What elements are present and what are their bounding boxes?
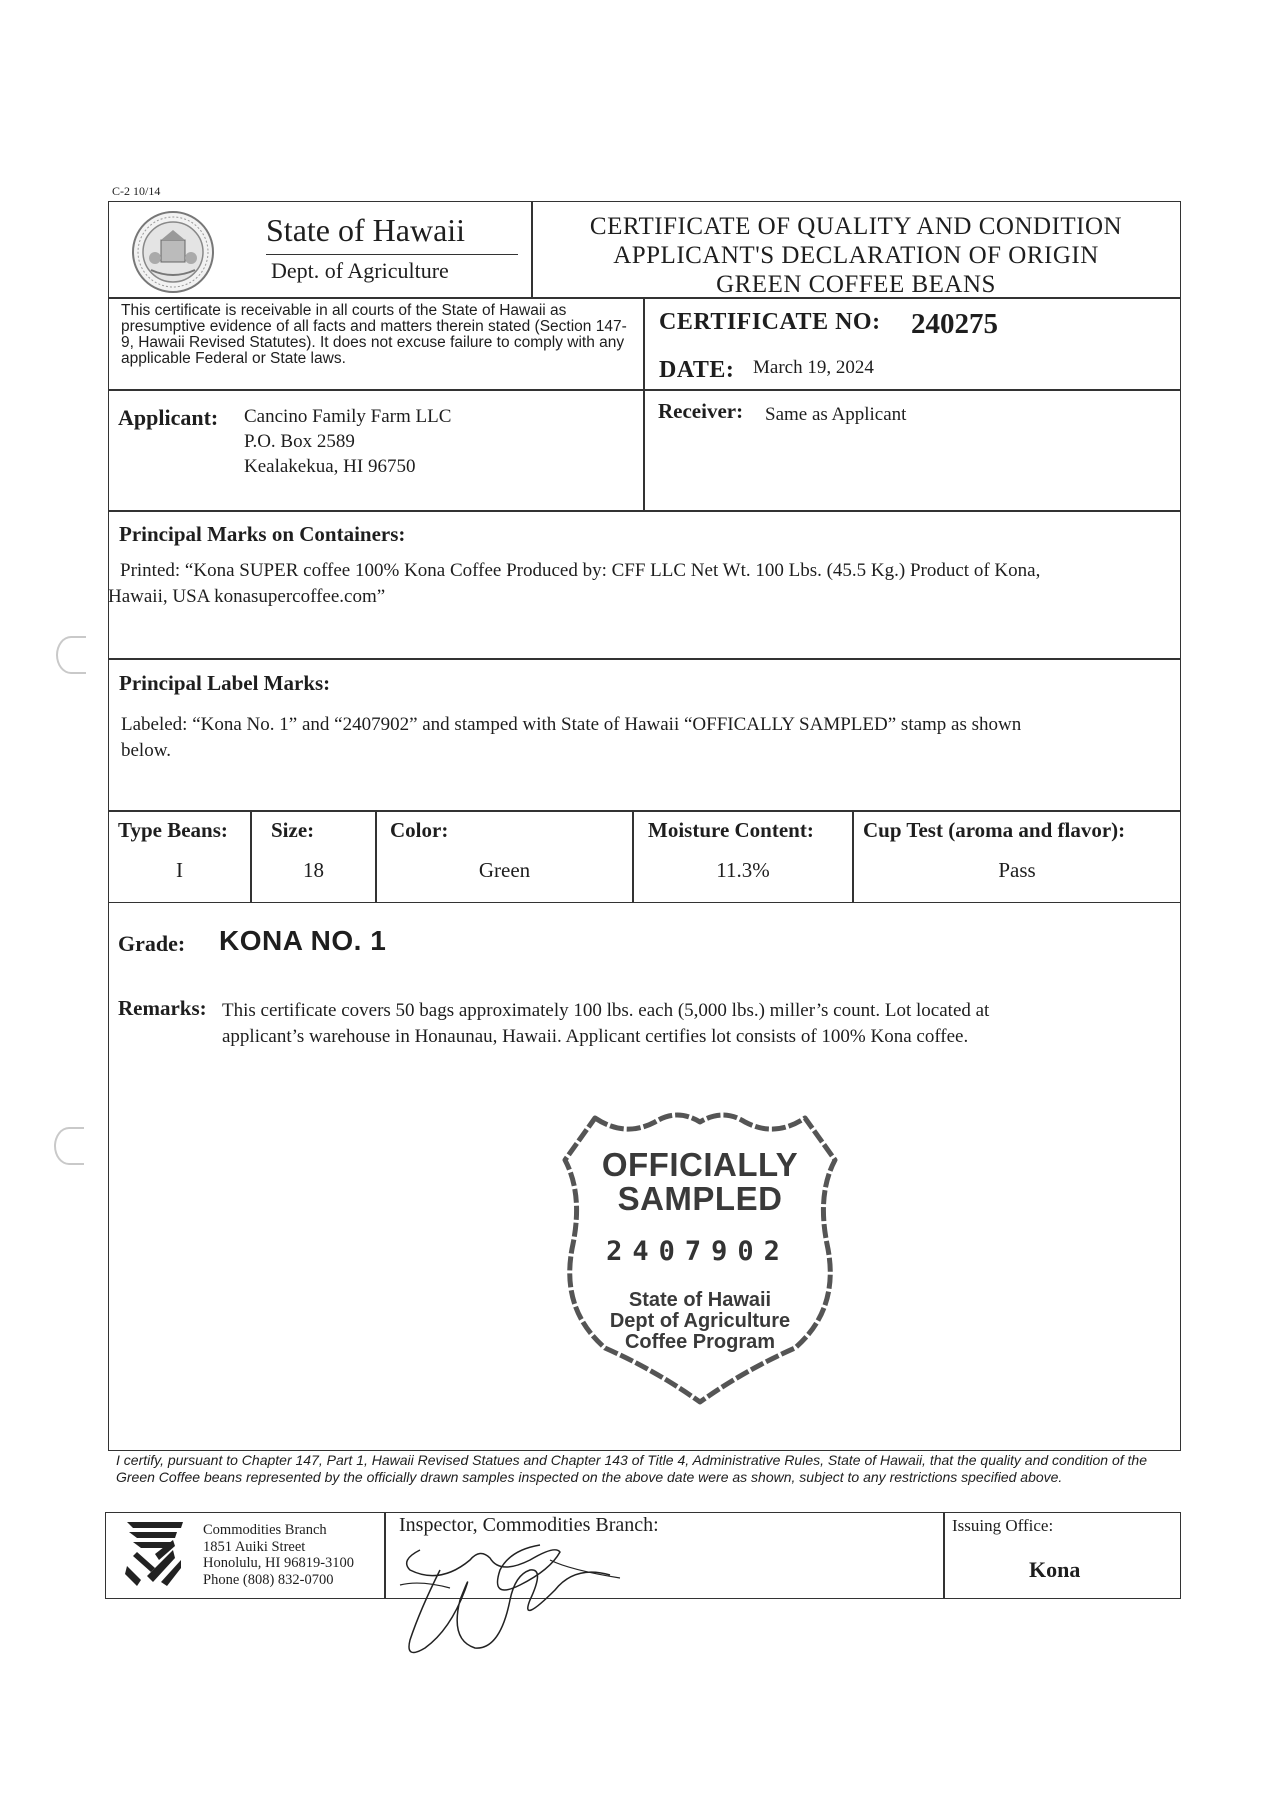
department-name: Dept. of Agriculture xyxy=(271,258,449,283)
principal-marks-line-1: Printed: “Kona SUPER coffee 100% Kona Coffee Produced by: CFF LLC Net Wt. 100 Lbs. (45.5 Kg.) Product of Kona, xyxy=(120,560,1041,581)
certificate-date: March 19, 2024 xyxy=(753,357,874,378)
commodities-branch-logo-icon xyxy=(125,1520,185,1590)
certificate-title xyxy=(536,212,1176,299)
branch-phone: Phone (808) 832-0700 xyxy=(203,1571,334,1588)
label-marks-label: Principal Label Marks: xyxy=(119,671,331,695)
issuing-office-label: Issuing Office: xyxy=(952,1516,1054,1535)
certificate-title-line-1: CERTIFICATE OF QUALITY AND CONDITION xyxy=(589,213,1123,240)
stamp-line-state: State of Hawaii xyxy=(628,1289,772,1311)
principal-marks-label: Principal Marks on Containers: xyxy=(119,522,406,546)
inspector-signature xyxy=(380,1530,630,1670)
remarks-line-2: applicant’s warehouse in Honaunau, Hawaii. Applicant certifies lot consists of 100% Kona coffee. xyxy=(222,1026,969,1047)
stamp-line-sampled: SAMPLED xyxy=(617,1180,783,1217)
form-code: C-2 10/14 xyxy=(112,184,161,198)
agency-divider xyxy=(266,254,518,255)
branch-name: Commodities Branch xyxy=(203,1522,327,1538)
grade-label: Grade: xyxy=(118,931,186,956)
table-value-type: I xyxy=(176,858,183,882)
agency-name: State of Hawaii xyxy=(266,212,466,248)
applicant-name: Cancino Family Farm LLC xyxy=(244,406,452,427)
table-value-size: 18 xyxy=(303,858,324,882)
remarks-text xyxy=(222,998,1172,1050)
table-header-cup-test: Cup Test (aroma and flavor): xyxy=(863,818,1126,842)
binder-hole-mark xyxy=(54,1127,84,1165)
principal-marks-line-2: Hawaii, USA konasupercoffee.com” xyxy=(108,586,386,607)
applicant-label: Applicant: xyxy=(118,405,219,430)
table-value-color: Green xyxy=(478,858,531,882)
receiver-value: Same as Applicant xyxy=(765,404,907,425)
applicant-address xyxy=(244,404,451,479)
stamp-line-officially: OFFICIALLY xyxy=(601,1146,799,1183)
branch-city: Honolulu, HI 96819-3100 xyxy=(203,1555,355,1571)
binder-hole-mark xyxy=(56,636,86,674)
certificate-title-line-2: APPLICANT'S DECLARATION OF ORIGIN xyxy=(613,242,1099,269)
receiver-label: Receiver: xyxy=(658,399,744,423)
certification-statement: I certify, pursuant to Chapter 147, Part 1, Hawaii Revised Statues and Chapter 143 of Title 4, Administrative Rules, State of Hawaii, that the quality and condition of the Green Coffee beans represented by the officially drawn samples inspected on the above date were as shown, subject to any restrictions specified above. xyxy=(116,1452,1147,1485)
label-marks-line-2: below. xyxy=(121,740,171,761)
table-header-type: Type Beans: xyxy=(118,818,228,842)
stamp-line-program: Coffee Program xyxy=(624,1331,776,1353)
grade-value: KONA NO. 1 xyxy=(219,925,387,956)
certificate-number: 240275 xyxy=(911,308,998,340)
branch-street: 1851 Auiki Street xyxy=(203,1538,306,1555)
table-header-color: Color: xyxy=(390,818,449,842)
table-header-size: Size: xyxy=(271,818,315,842)
legal-notice: This certificate is receivable in all courts of the State of Hawaii as presumptive evidence of all facts and matters therein stated (Section 147-9, Hawaii Revised Statutes). It does not excuse failure to comply with any applicable Federal or State laws. xyxy=(121,302,627,367)
certificate-number-label: CERTIFICATE NO: xyxy=(659,309,881,335)
issuing-office-value: Kona xyxy=(1029,1557,1081,1582)
table-header-moisture: Moisture Content: xyxy=(648,818,814,842)
stamp-line-dept: Dept of Agriculture xyxy=(609,1310,791,1332)
state-seal-icon xyxy=(131,210,215,294)
stamp-agency xyxy=(575,1290,825,1353)
stamp-lot-number: 2407902 xyxy=(606,1236,790,1267)
stamp-title xyxy=(555,1148,845,1216)
branch-address xyxy=(203,1522,354,1588)
applicant-address-line-2: Kealakekua, HI 96750 xyxy=(244,456,416,477)
applicant-address-line-1: P.O. Box 2589 xyxy=(244,431,355,452)
inspector-label: Inspector, Commodities Branch: xyxy=(399,1514,659,1536)
certificate-title-line-3: GREEN COFFEE BEANS xyxy=(716,271,996,298)
table-value-moisture: 11.3% xyxy=(716,858,770,882)
table-value-cup-test: Pass xyxy=(998,858,1036,882)
remarks-label: Remarks: xyxy=(118,996,207,1020)
date-label: DATE: xyxy=(659,357,735,383)
remarks-line-1: This certificate covers 50 bags approximately 100 lbs. each (5,000 lbs.) miller’s count. Lot located at xyxy=(222,1000,990,1021)
label-marks-line-1: Labeled: “Kona No. 1” and “2407902” and stamped with State of Hawaii “OFFICALLY SAMPLED” stamp as shown xyxy=(121,714,1022,735)
